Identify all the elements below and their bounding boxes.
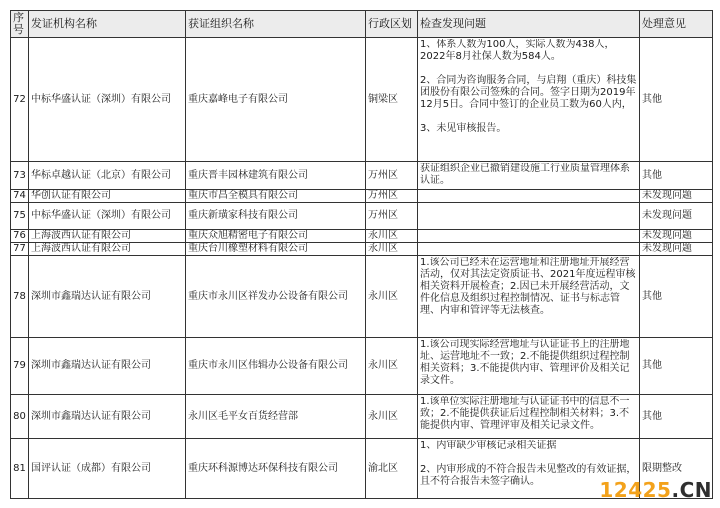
issues-text: 1.该单位实际注册地址与认证证书中的信息不一致；2.不能提供获证后过程控制相关材料；3.不能提供内审、管理评审及相关记录文件。 [420,395,630,431]
issuer-cell: 上海波西认证有限公司 [29,230,186,243]
district-cell: 永川区 [366,256,418,338]
opinion-cell: 未发现问题 [640,190,713,203]
issues-text: 1、内审缺少审核记录相关证据 2、内审形成的不符合报告未见整改的有效证据，且不符合报告未签字确认。 [420,439,637,487]
issuer-cell: 深圳市鑫瑞达认证有限公司 [29,256,186,338]
opinion-cell: 其他 [640,338,713,395]
org-cell: 重庆众旭精密电子有限公司 [186,230,366,243]
issuer-cell: 华标卓越认证（北京）有限公司 [29,162,186,190]
org-cell: 重庆新璜家科技有限公司 [186,203,366,230]
header-opinion: 处理意见 [640,11,713,38]
header-row [11,11,713,38]
district-cell: 永川区 [366,338,418,395]
org-cell: 重庆市永川区祥发办公设备有限公司 [186,256,366,338]
issues-cell [418,230,640,243]
row-number: 79 [11,338,29,395]
district-cell: 永川区 [366,395,418,439]
issuer-cell: 中标华盛认证（深圳）有限公司 [29,203,186,230]
issuer-cell: 国评认证（成都）有限公司 [29,439,186,499]
issues-cell [418,38,640,162]
district-cell: 万州区 [366,162,418,190]
org-cell: 重庆市永川区伟辑办公设备有限公司 [186,338,366,395]
issues-text: 1.该公司现实际经营地址与认证证书上的注册地址、运营地址不一致；2.不能提供组织过程控制相关资料；3.不能提供内审、管理评价及相关记录文件。 [420,338,630,386]
table-row [11,256,713,338]
org-cell: 重庆嘉峰电子有限公司 [186,38,366,162]
table-row [11,395,713,439]
watermark-dot: . [671,478,680,502]
issues-text: 1.该公司已经未在运营地址和注册地址开展经营活动，仅对其法定资质证书、2021年度远程审核相关资料开展检查；2.因已未开展经营活动，文件化信息及组织过程控制情况、证书与标志管理、内审和管评等无法核查。 [420,256,636,316]
issues-cell [418,190,640,203]
issuer-cell: 华创认证有限公司 [29,190,186,203]
org-cell: 永川区毛平女百货经营部 [186,395,366,439]
issuer-cell: 上海波西认证有限公司 [29,243,186,256]
issues-cell [418,203,640,230]
row-number: 72 [11,38,29,162]
row-number: 76 [11,230,29,243]
issuer-cell: 深圳市鑫瑞达认证有限公司 [29,395,186,439]
district-cell: 铜梁区 [366,38,418,162]
row-number: 75 [11,203,29,230]
header-issuer: 发证机构名称 [29,11,186,38]
issuer-cell: 中标华盛认证（深圳）有限公司 [29,38,186,162]
org-cell: 重庆环科源博达环保科技有限公司 [186,439,366,499]
header-issues: 检查发现问题 [418,11,640,38]
issues-text: 1、体系人数为100人，实际人数为438人，2022年8月社保人数为584人。 2、合同为咨询服务合同，与启翔（重庆）科技集团股份有限公司签殊的合同。签字日期为2019年12月5日。合同中签订的企业员工数为60人内， 3、未见审核报告。 [420,38,637,134]
org-cell: 重庆台川橡塑材料有限公司 [186,243,366,256]
table-row [11,38,713,162]
issues-cell [418,395,640,439]
site-watermark [599,478,712,502]
row-number: 78 [11,256,29,338]
opinion-cell: 限期整改 [640,439,713,499]
district-cell: 渝北区 [366,439,418,499]
row-number: 81 [11,439,29,499]
org-cell: 重庆市昌全模具有限公司 [186,190,366,203]
issuer-cell: 深圳市鑫瑞达认证有限公司 [29,338,186,395]
opinion-cell: 其他 [640,38,713,162]
district-cell: 永川区 [366,243,418,256]
opinion-cell: 未发现问题 [640,230,713,243]
table-row [11,338,713,395]
watermark-number: 12425 [599,478,672,502]
issues-cell [418,256,640,338]
inspection-table [10,10,713,499]
district-cell: 永川区 [366,230,418,243]
row-number: 80 [11,395,29,439]
org-cell: 重庆晋丰园林建筑有限公司 [186,162,366,190]
header-district: 行政区划 [366,11,418,38]
table-row [11,190,713,203]
opinion-cell: 未发现问题 [640,203,713,230]
header-org: 获证组织名称 [186,11,366,38]
row-number: 73 [11,162,29,190]
table-row [11,230,713,243]
table-row [11,162,713,190]
row-number: 77 [11,243,29,256]
header-no: 序号 [11,11,29,38]
district-cell: 万州区 [366,203,418,230]
table-row [11,243,713,256]
table-row [11,203,713,230]
opinion-cell: 其他 [640,256,713,338]
opinion-cell: 未发现问题 [640,243,713,256]
issues-cell [418,338,640,395]
issues-cell [418,243,640,256]
district-cell: 万州区 [366,190,418,203]
opinion-cell: 其他 [640,395,713,439]
issues-cell [418,162,640,190]
opinion-cell: 其他 [640,162,713,190]
issues-text: 获证组织企业已撤销建设施工行业质量管理体系认证。 [420,162,630,186]
watermark-tld: CN [679,478,712,502]
row-number: 74 [11,190,29,203]
